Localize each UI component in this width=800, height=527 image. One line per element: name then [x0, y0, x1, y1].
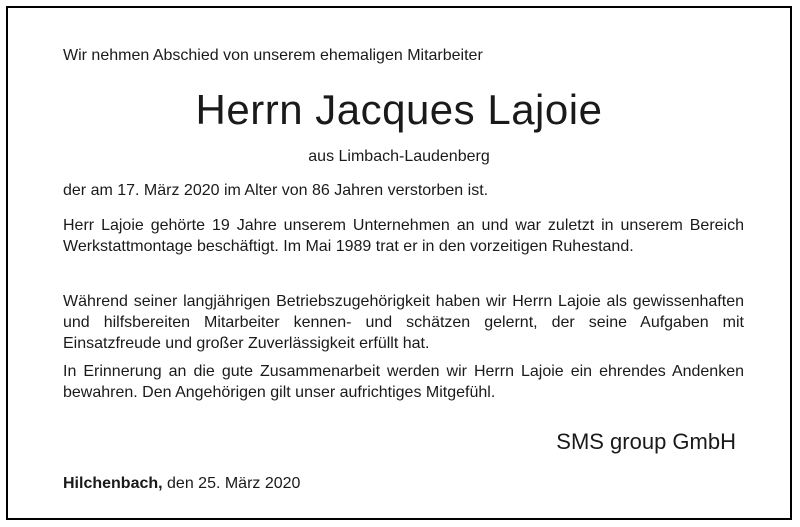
deceased-name: Herrn Jacques Lajoie: [195, 86, 603, 133]
paragraph-appreciation: Während seiner langjährigen Betriebszugehörigkeit haben wir Herrn Lajoie als gewissenhaften und hilfsbereiten Mitarbeiter kennen- und schätzen gelernt, der seine Aufgaben mit Einsatzfreude und großer Zuverlässigkeit erfüllt hat.: [63, 293, 744, 352]
company-signature: SMS group GmbH: [556, 429, 736, 454]
origin-line: aus Limbach-Laudenberg: [308, 148, 490, 165]
place-date-line: [63, 474, 300, 494]
paragraph-career: Herr Lajoie gehörte 19 Jahre unserem Unternehmen an und war zuletzt in unserem Bereich Werkstattmontage beschäftigt. Im Mai 1989 trat er in den vorzeitigen Ruhestand.: [63, 217, 744, 255]
intro-line: Wir nehmen Abschied von unserem ehemaligen Mitarbeiter: [63, 47, 483, 64]
place-name: Hilchenbach,: [63, 475, 163, 492]
obituary-notice: [6, 6, 792, 520]
paragraph-remembrance: In Erinnerung an die gute Zusammenarbeit werden wir Herrn Lajoie ein ehrendes Andenken bewahren. Den Angehörigen gilt unser aufrichtiges Mitgefühl.: [63, 363, 744, 401]
death-line: der am 17. März 2020 im Alter von 86 Jahren verstorben ist.: [63, 182, 489, 199]
date-text: den 25. März 2020: [162, 475, 301, 492]
